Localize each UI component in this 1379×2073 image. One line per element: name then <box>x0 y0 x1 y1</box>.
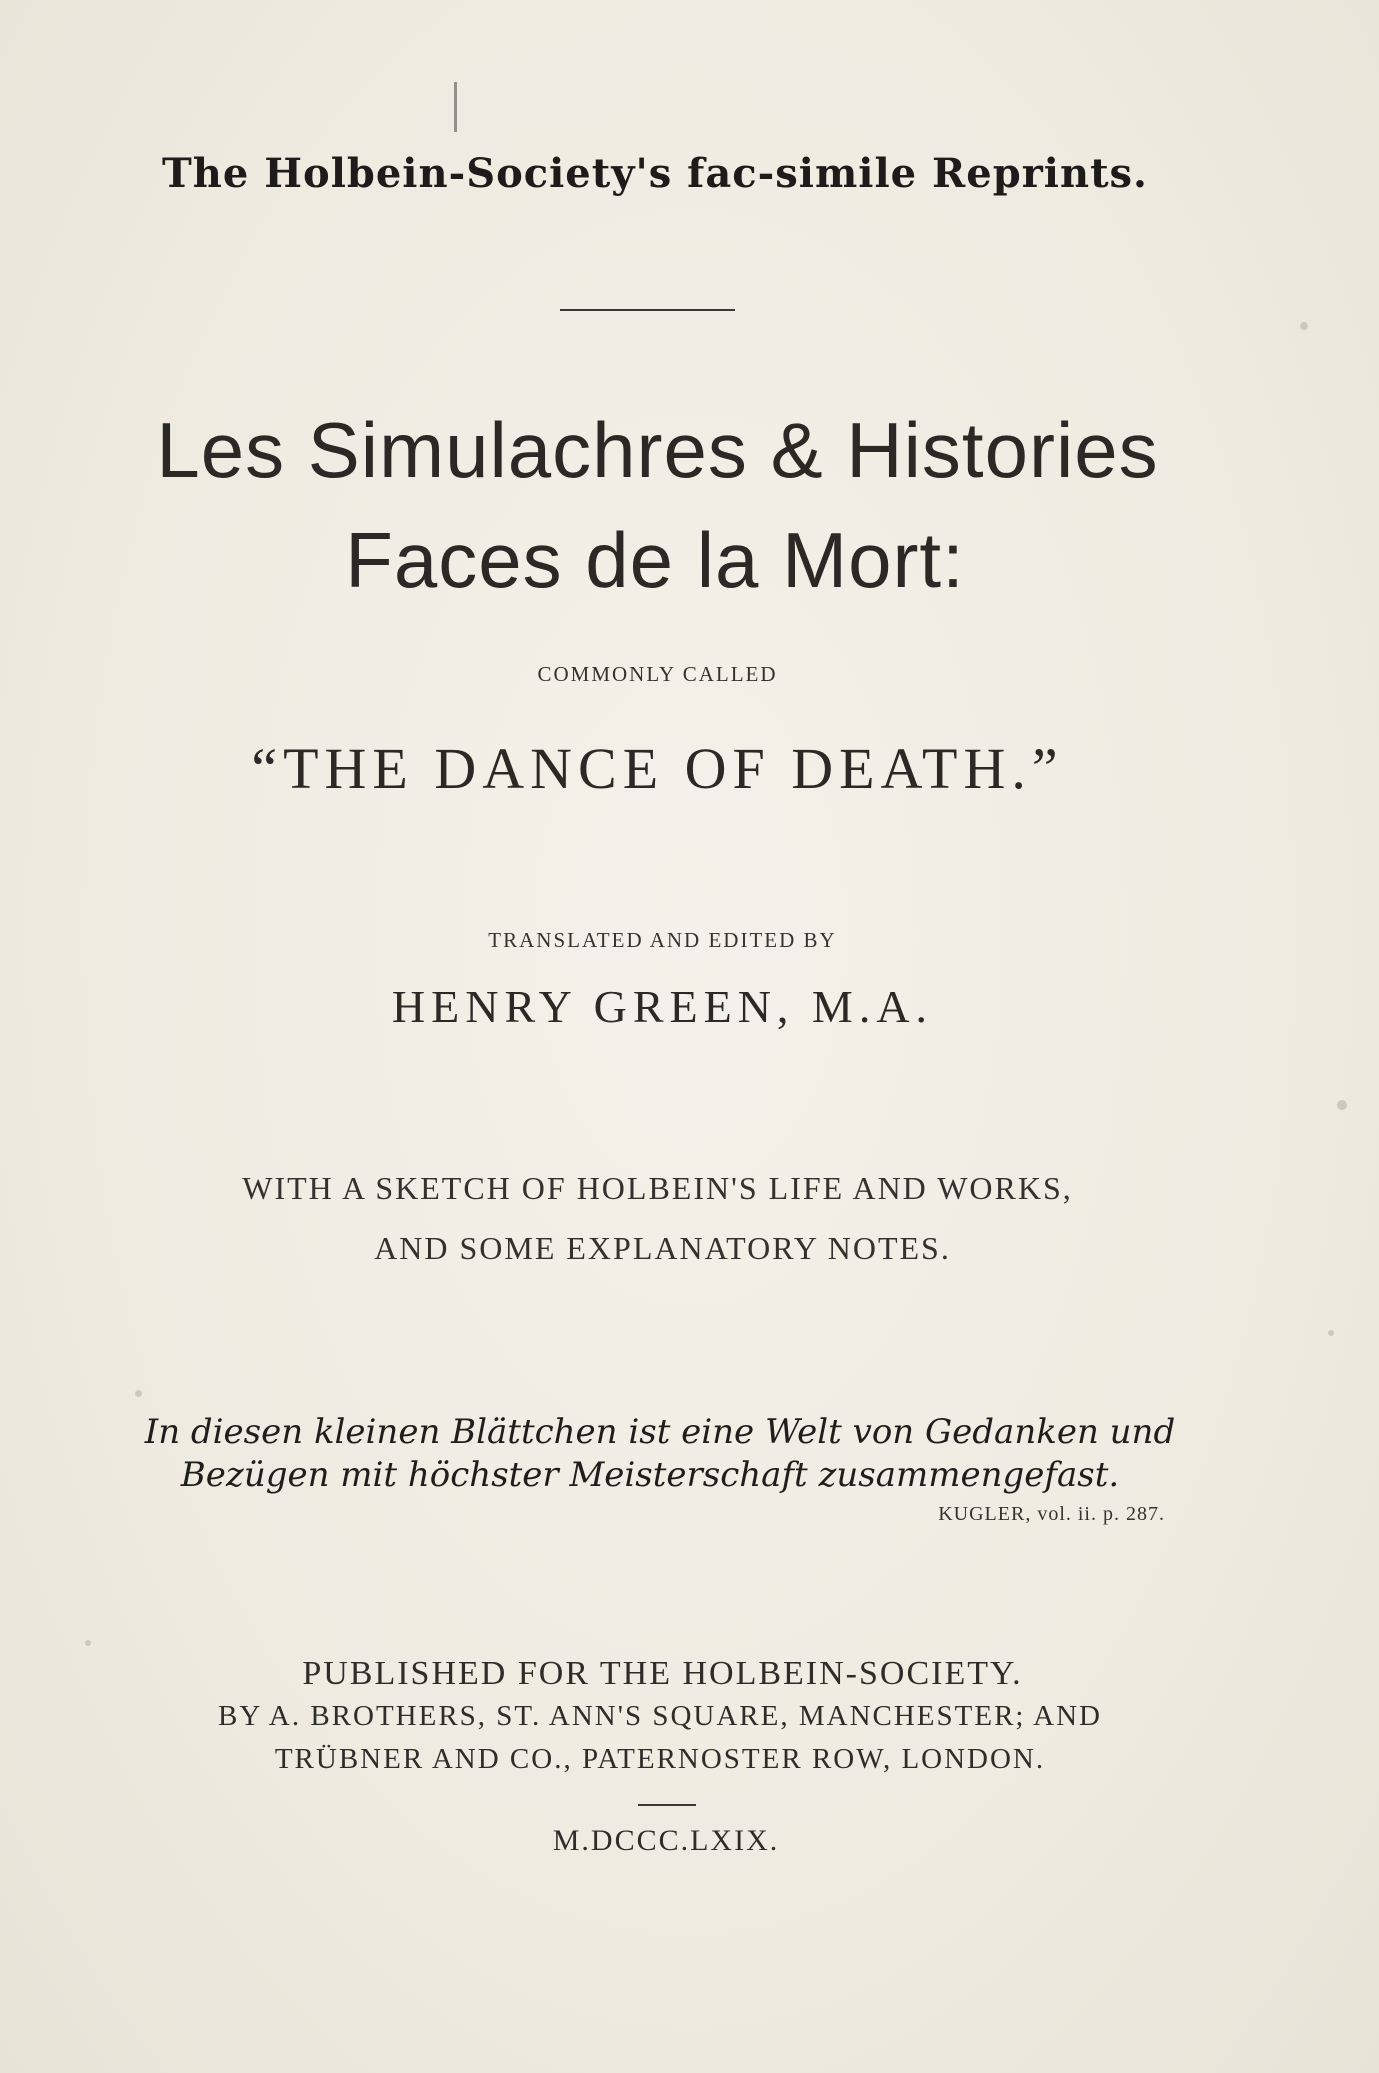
title-line-1: Les Simulachres & Histories <box>156 406 1159 494</box>
epigraph-attribution: KUGLER, vol. ii. p. 287. <box>938 1503 1165 1525</box>
ink-mark <box>454 82 457 132</box>
publication-year: M.DCCC.LXIX. <box>552 1824 780 1857</box>
paper-speck <box>1328 1330 1334 1336</box>
editor-name: HENRY GREEN, M.A. <box>391 981 934 1032</box>
paper-speck <box>135 1390 142 1397</box>
paper-speck <box>1300 322 1308 330</box>
commonly-called-label: COMMONLY CALLED <box>537 662 778 686</box>
publisher-line-1: PUBLISHED FOR THE HOLBEIN-SOCIETY. <box>302 1655 1023 1692</box>
series-title: The Holbein-Society's fac-simile Reprints. <box>162 150 1148 197</box>
popular-title: “THE DANCE OF DEATH.” <box>251 736 1064 801</box>
title-line-2: Faces de la Mort: <box>345 516 965 604</box>
sketch-line-2: AND SOME EXPLANATORY NOTES. <box>374 1230 951 1266</box>
epigraph-line-1: In diesen kleinen Blättchen ist eine Welt von Gedanken und <box>144 1412 1176 1452</box>
bottom-divider-rule <box>638 1804 696 1806</box>
paper-speck <box>85 1640 91 1646</box>
epigraph-line-2: Bezügen mit höchster Meisterschaft zusammengefast. <box>180 1455 1120 1495</box>
publisher-line-2: BY A. BROTHERS, ST. ANN'S SQUARE, MANCHESTER; AND <box>218 1700 1102 1732</box>
translated-by-label: TRANSLATED AND EDITED BY <box>488 928 837 952</box>
publisher-line-3: TRÜBNER AND CO., PATERNOSTER ROW, LONDON. <box>274 1743 1046 1775</box>
paper-speck <box>1337 1100 1347 1110</box>
sketch-line-1: WITH A SKETCH OF HOLBEIN'S LIFE AND WORKS, <box>242 1170 1073 1206</box>
top-divider-rule <box>560 309 735 311</box>
